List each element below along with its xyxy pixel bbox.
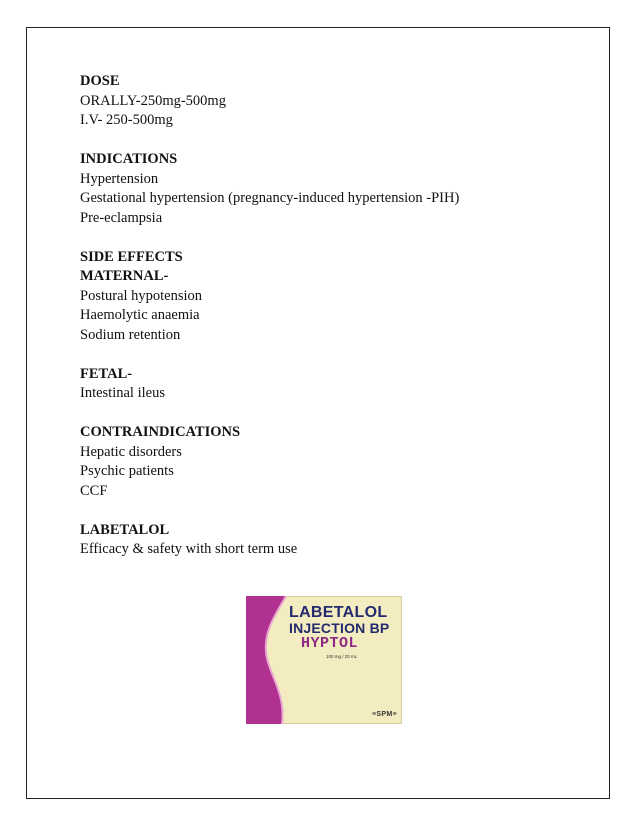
indication-item: Pre-eclampsia <box>80 209 163 226</box>
maternal-subheading: MATERNAL- <box>80 268 169 284</box>
product-line2: INJECTION BP <box>289 620 390 636</box>
contraindications-heading: CONTRAINDICATIONS <box>80 424 241 440</box>
contraindication-item: Psychic patients <box>80 463 174 479</box>
fetal-heading: FETAL- <box>80 365 133 382</box>
labetalol-note: Efficacy & safety with short term use <box>80 541 298 557</box>
contraindications-section <box>80 423 560 501</box>
indications-heading: INDICATIONS <box>80 151 178 167</box>
indication-item: Gestational hypertension (pregnancy-induced hypertension -PIH) <box>80 190 460 206</box>
labetalol-section <box>80 521 560 560</box>
indications-section <box>80 150 560 228</box>
product-strength: 100 mg / 20 mL <box>326 654 358 659</box>
dose-iv: I.V- 250-500mg <box>80 112 173 128</box>
contraindication-item: Hepatic disorders <box>80 443 182 460</box>
indication-item: Hypertension <box>80 170 159 187</box>
side-effects-heading: SIDE EFFECTS <box>80 248 183 265</box>
dose-oral: ORALLY-250mg-500mg <box>80 92 226 109</box>
contraindication-item: CCF <box>80 482 108 499</box>
product-brand: HYPTOL <box>301 635 359 652</box>
dose-section <box>80 72 560 131</box>
side-effects-section <box>80 248 560 346</box>
document-body <box>80 72 560 579</box>
labetalol-heading: LABETALOL <box>80 521 170 538</box>
dose-heading: DOSE <box>80 73 120 89</box>
fetal-item: Intestinal ileus <box>80 385 165 401</box>
side-effect-item: Sodium retention <box>80 326 181 343</box>
fetal-section <box>80 365 560 404</box>
side-effect-item: Haemolytic anaemia <box>80 307 200 323</box>
product-box-image <box>246 596 402 724</box>
side-effect-item: Postural hypotension <box>80 287 203 304</box>
product-line1: LABETALOL <box>289 604 388 621</box>
product-maker: ≡SPM≡ <box>372 711 397 718</box>
